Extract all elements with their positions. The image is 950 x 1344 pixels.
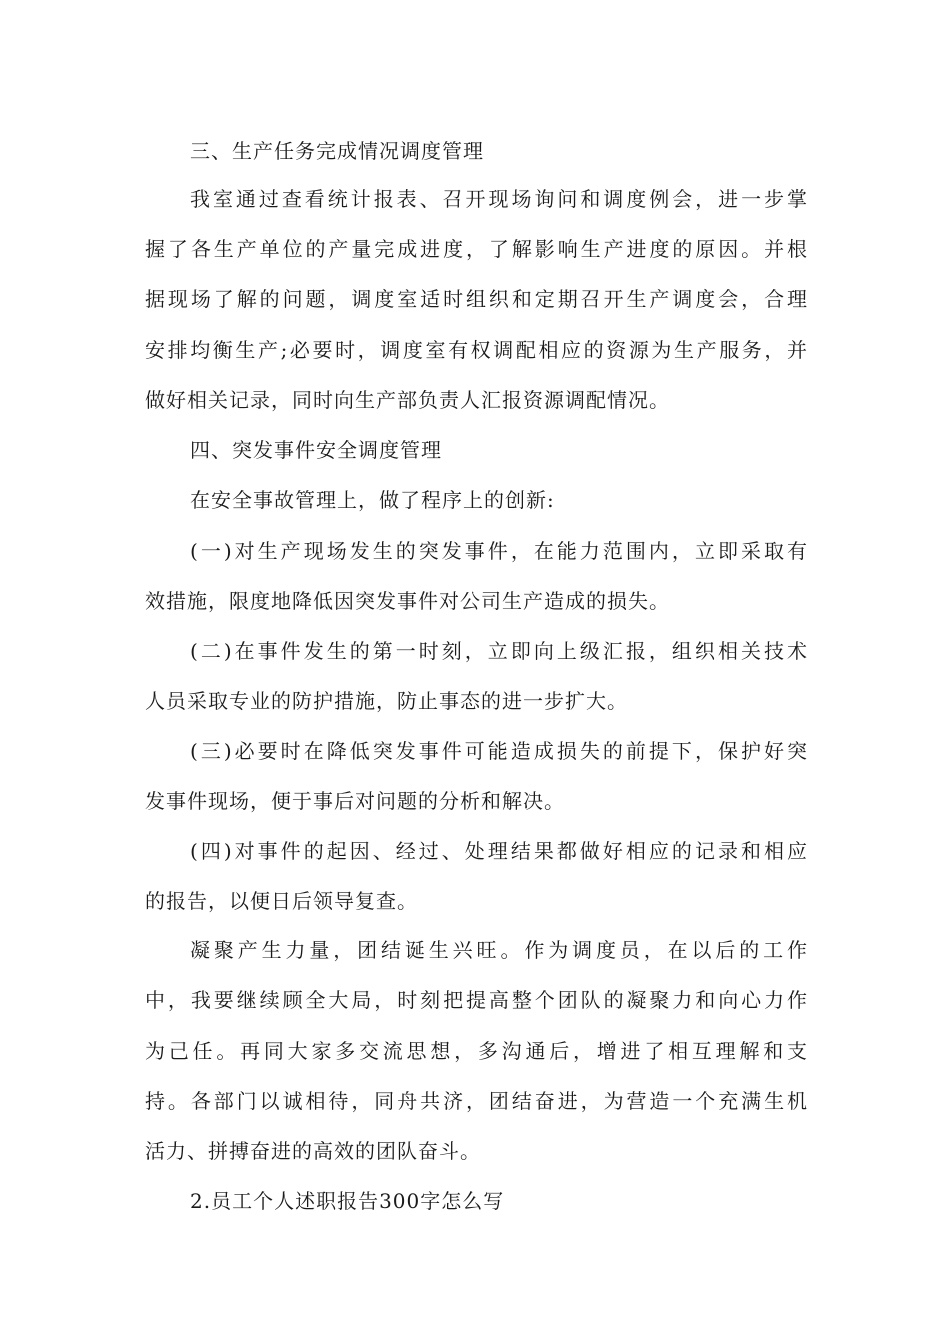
paragraph-line: 中，我要继续顾全大局，时刻把提高整个团队的凝聚力和向心力作 xyxy=(145,988,807,1012)
list-item-line: 人员采取专业的防护措施，防止事态的进一步扩大。 xyxy=(145,689,628,713)
paragraph-line: 握了各生产单位的产量完成进度，了解影响生产进度的原因。并根 xyxy=(145,237,807,261)
paragraph-line: 持。各部门以诚相待，同舟共济，团结奋进，为营造一个充满生机 xyxy=(145,1089,807,1113)
paragraph-line: 安排均衡生产;必要时，调度室有权调配相应的资源为生产服务，并 xyxy=(145,338,807,362)
list-item-line: 的报告，以便日后领导复查。 xyxy=(145,889,418,913)
section-heading-next: 2.员工个人述职报告300字怎么写 xyxy=(190,1189,505,1213)
list-item-line: 效措施，限度地降低因突发事件对公司生产造成的损失。 xyxy=(145,589,670,613)
paragraph-line: 我室通过查看统计报表、召开现场询问和调度例会，进一步掌 xyxy=(190,187,807,211)
paragraph-line: 在安全事故管理上，做了程序上的创新: xyxy=(190,488,555,512)
paragraph-line: 做好相关记录，同时向生产部负责人汇报资源调配情况。 xyxy=(145,388,670,412)
list-item-line: (二)在事件发生的第一时刻，立即向上级汇报，组织相关技术 xyxy=(190,639,807,663)
list-item-line: (一)对生产现场发生的突发事件，在能力范围内，立即采取有 xyxy=(190,539,807,563)
paragraph-line: 为己任。再同大家多交流思想，多沟通后，增进了相互理解和支 xyxy=(145,1039,807,1063)
list-item-line: 发事件现场，便于事后对问题的分析和解决。 xyxy=(145,789,565,813)
list-item-line: (四)对事件的起因、经过、处理结果都做好相应的记录和相应 xyxy=(190,839,807,863)
section-heading-3: 三、生产任务完成情况调度管理 xyxy=(190,139,484,163)
paragraph-line: 据现场了解的问题，调度室适时组织和定期召开生产调度会，合理 xyxy=(145,287,807,311)
paragraph-line: 活力、拼搏奋进的高效的团队奋斗。 xyxy=(145,1139,481,1163)
paragraph-line: 凝聚产生力量，团结诞生兴旺。作为调度员，在以后的工作 xyxy=(190,938,807,962)
section-heading-4: 四、突发事件安全调度管理 xyxy=(190,438,442,462)
list-item-line: (三)必要时在降低突发事件可能造成损失的前提下，保护好突 xyxy=(190,739,807,763)
